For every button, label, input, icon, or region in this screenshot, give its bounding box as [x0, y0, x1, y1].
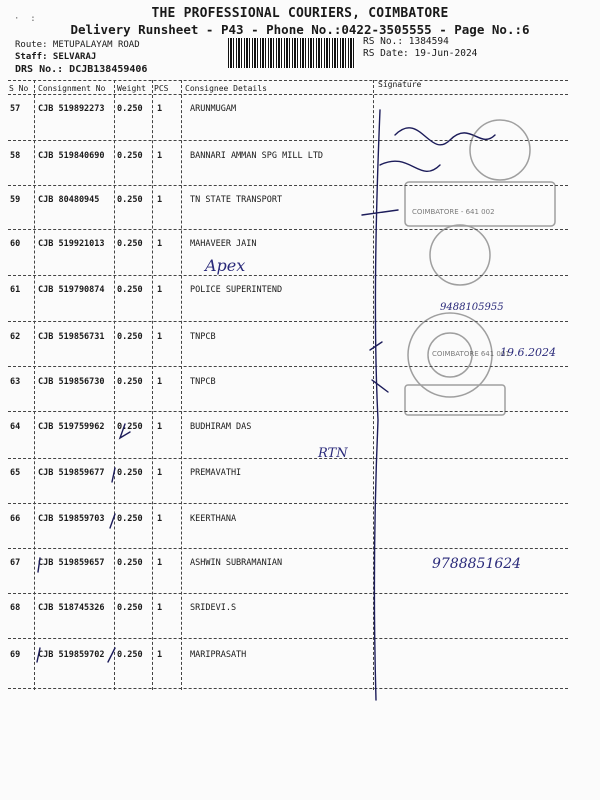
signature-squiggle: [380, 161, 440, 171]
signature-squiggle: [395, 128, 495, 145]
row-sno: 69: [10, 650, 21, 660]
row-consignee: POLICE SUPERINTEND: [190, 285, 283, 295]
row-sno: 60: [10, 239, 21, 249]
row-weight: 0.250: [117, 104, 143, 114]
row-consignee: TNPCB: [190, 332, 216, 342]
route-label: Route: METUPALAYAM ROAD: [15, 40, 140, 50]
row-weight: 0.250: [117, 377, 143, 387]
row-pcs: 1: [157, 468, 163, 478]
row-sno: 64: [10, 422, 21, 432]
row-sno: 67: [10, 558, 21, 568]
row-sno: 61: [10, 285, 21, 295]
row-pcs: 1: [157, 239, 163, 249]
row-weight: 0.250: [117, 195, 143, 205]
row-pcs: 1: [157, 603, 163, 613]
handwritten-phone: 9788851624: [432, 556, 522, 572]
row-sno: 58: [10, 151, 21, 161]
handwritten-rtn: RTN: [318, 446, 348, 461]
row-pcs: 1: [157, 104, 163, 114]
row-pcs: 1: [157, 195, 163, 205]
row-pcs: 1: [157, 285, 163, 295]
row-consignee: ASHWIN SUBRAMANIAN: [190, 558, 283, 568]
row-pcs: 1: [157, 332, 163, 342]
signature-tick: [110, 514, 115, 528]
row-consignment: CJB 519859702: [38, 650, 105, 660]
row-consignment: CJB 519859657: [38, 558, 105, 568]
signature-scribble: [362, 210, 398, 215]
row-consignee: BUDHIRAM DAS: [190, 422, 252, 432]
signature-tick: [108, 648, 115, 662]
row-consignment: CJB 519921013: [38, 239, 105, 249]
row-sno: 57: [10, 104, 21, 114]
company-title: THE PROFESSIONAL COURIERS, COIMBATORE: [151, 6, 449, 21]
staff-label: Staff: SELVARAJ: [15, 52, 97, 62]
row-consignment: CJB 519859703: [38, 514, 105, 524]
signature-tick: [112, 468, 115, 482]
row-consignment: CJB 519859677: [38, 468, 105, 478]
rect-stamp: [405, 182, 555, 226]
row-consignee: ARUNMUGAM: [190, 104, 237, 114]
col-header-signature: Signature: [378, 80, 422, 89]
col-header-sno: S No: [9, 84, 29, 93]
row-consignment: CJB 519759962: [38, 422, 105, 432]
row-consignee: KEERTHANA: [190, 514, 237, 524]
stamp-text: COIMBATORE - 641 002: [412, 208, 495, 216]
handwritten-date: 19.6.2024: [500, 346, 556, 359]
row-weight: 0.250: [117, 603, 143, 613]
row-consignment: CJB 519856730: [38, 377, 105, 387]
rs-date: RS Date: 19-Jun-2024: [363, 48, 478, 59]
round-stamp: [430, 225, 490, 285]
row-sno: 59: [10, 195, 21, 205]
row-weight: 0.250: [117, 332, 143, 342]
row-sno: 68: [10, 603, 21, 613]
row-consignee: TN STATE TRANSPORT: [190, 195, 283, 205]
row-weight: 0.250: [117, 558, 143, 568]
row-consignee: BANNARI AMMAN SPG MILL LTD: [190, 151, 324, 161]
row-sno: 65: [10, 468, 21, 478]
row-sno: 66: [10, 514, 21, 524]
row-sno: 62: [10, 332, 21, 342]
signature-tick: [120, 424, 130, 438]
col-header-pcs: PCS: [154, 84, 169, 93]
handwritten-apex: Apex: [205, 256, 246, 275]
row-pcs: 1: [157, 650, 163, 660]
row-pcs: 1: [157, 422, 163, 432]
col-header-consignee: Consignee Details: [185, 84, 267, 93]
row-weight: 0.250: [117, 650, 143, 660]
row-consignment: CJB 519840690: [38, 151, 105, 161]
row-consignment: CJB 80480945: [38, 195, 100, 205]
long-signature-stroke: [374, 110, 380, 700]
signature-tick: [37, 648, 40, 662]
round-stamp: [470, 120, 530, 180]
row-consignment: CJB 519856731: [38, 332, 105, 342]
row-pcs: 1: [157, 514, 163, 524]
handwritten-phone: 9488105955: [440, 302, 504, 313]
signature-tick: [38, 558, 40, 572]
row-weight: 0.250: [117, 151, 143, 161]
row-consignee: MAHAVEER JAIN: [190, 239, 257, 249]
row-weight: 0.250: [117, 514, 143, 524]
signature-scribble: [370, 342, 388, 392]
row-pcs: 1: [157, 558, 163, 568]
row-sno: 63: [10, 377, 21, 387]
col-header-weight: Weight: [117, 84, 146, 93]
row-consignee: PREMAVATHI: [190, 468, 242, 478]
row-weight: 0.250: [117, 239, 143, 249]
row-weight: 0.250: [117, 468, 143, 478]
col-header-consignment: Consignment No: [38, 84, 106, 93]
row-pcs: 1: [157, 151, 163, 161]
rect-stamp: [405, 385, 505, 415]
row-consignee: TNPCB: [190, 377, 216, 387]
stamp-text: COIMBATORE 641 001: [432, 350, 510, 358]
row-weight: 0.250: [117, 285, 143, 295]
rs-number: RS No.: 1384594: [363, 36, 449, 47]
row-consignment: CJB 518745326: [38, 603, 105, 613]
drs-number: DRS No.: DCJB138459406: [15, 64, 148, 75]
row-weight: 0.250: [117, 422, 143, 432]
scan-mark: · :: [14, 14, 36, 24]
row-pcs: 1: [157, 377, 163, 387]
runsheet-subtitle: Delivery Runsheet - P43 - Phone No.:0422-3505555 - Page No.:6: [70, 22, 530, 37]
row-consignee: SRIDEVI.S: [190, 603, 237, 613]
row-consignment: CJB 519892273: [38, 104, 105, 114]
row-consignment: CJB 519790874: [38, 285, 105, 295]
row-consignee: MARIPRASATH: [190, 650, 247, 660]
